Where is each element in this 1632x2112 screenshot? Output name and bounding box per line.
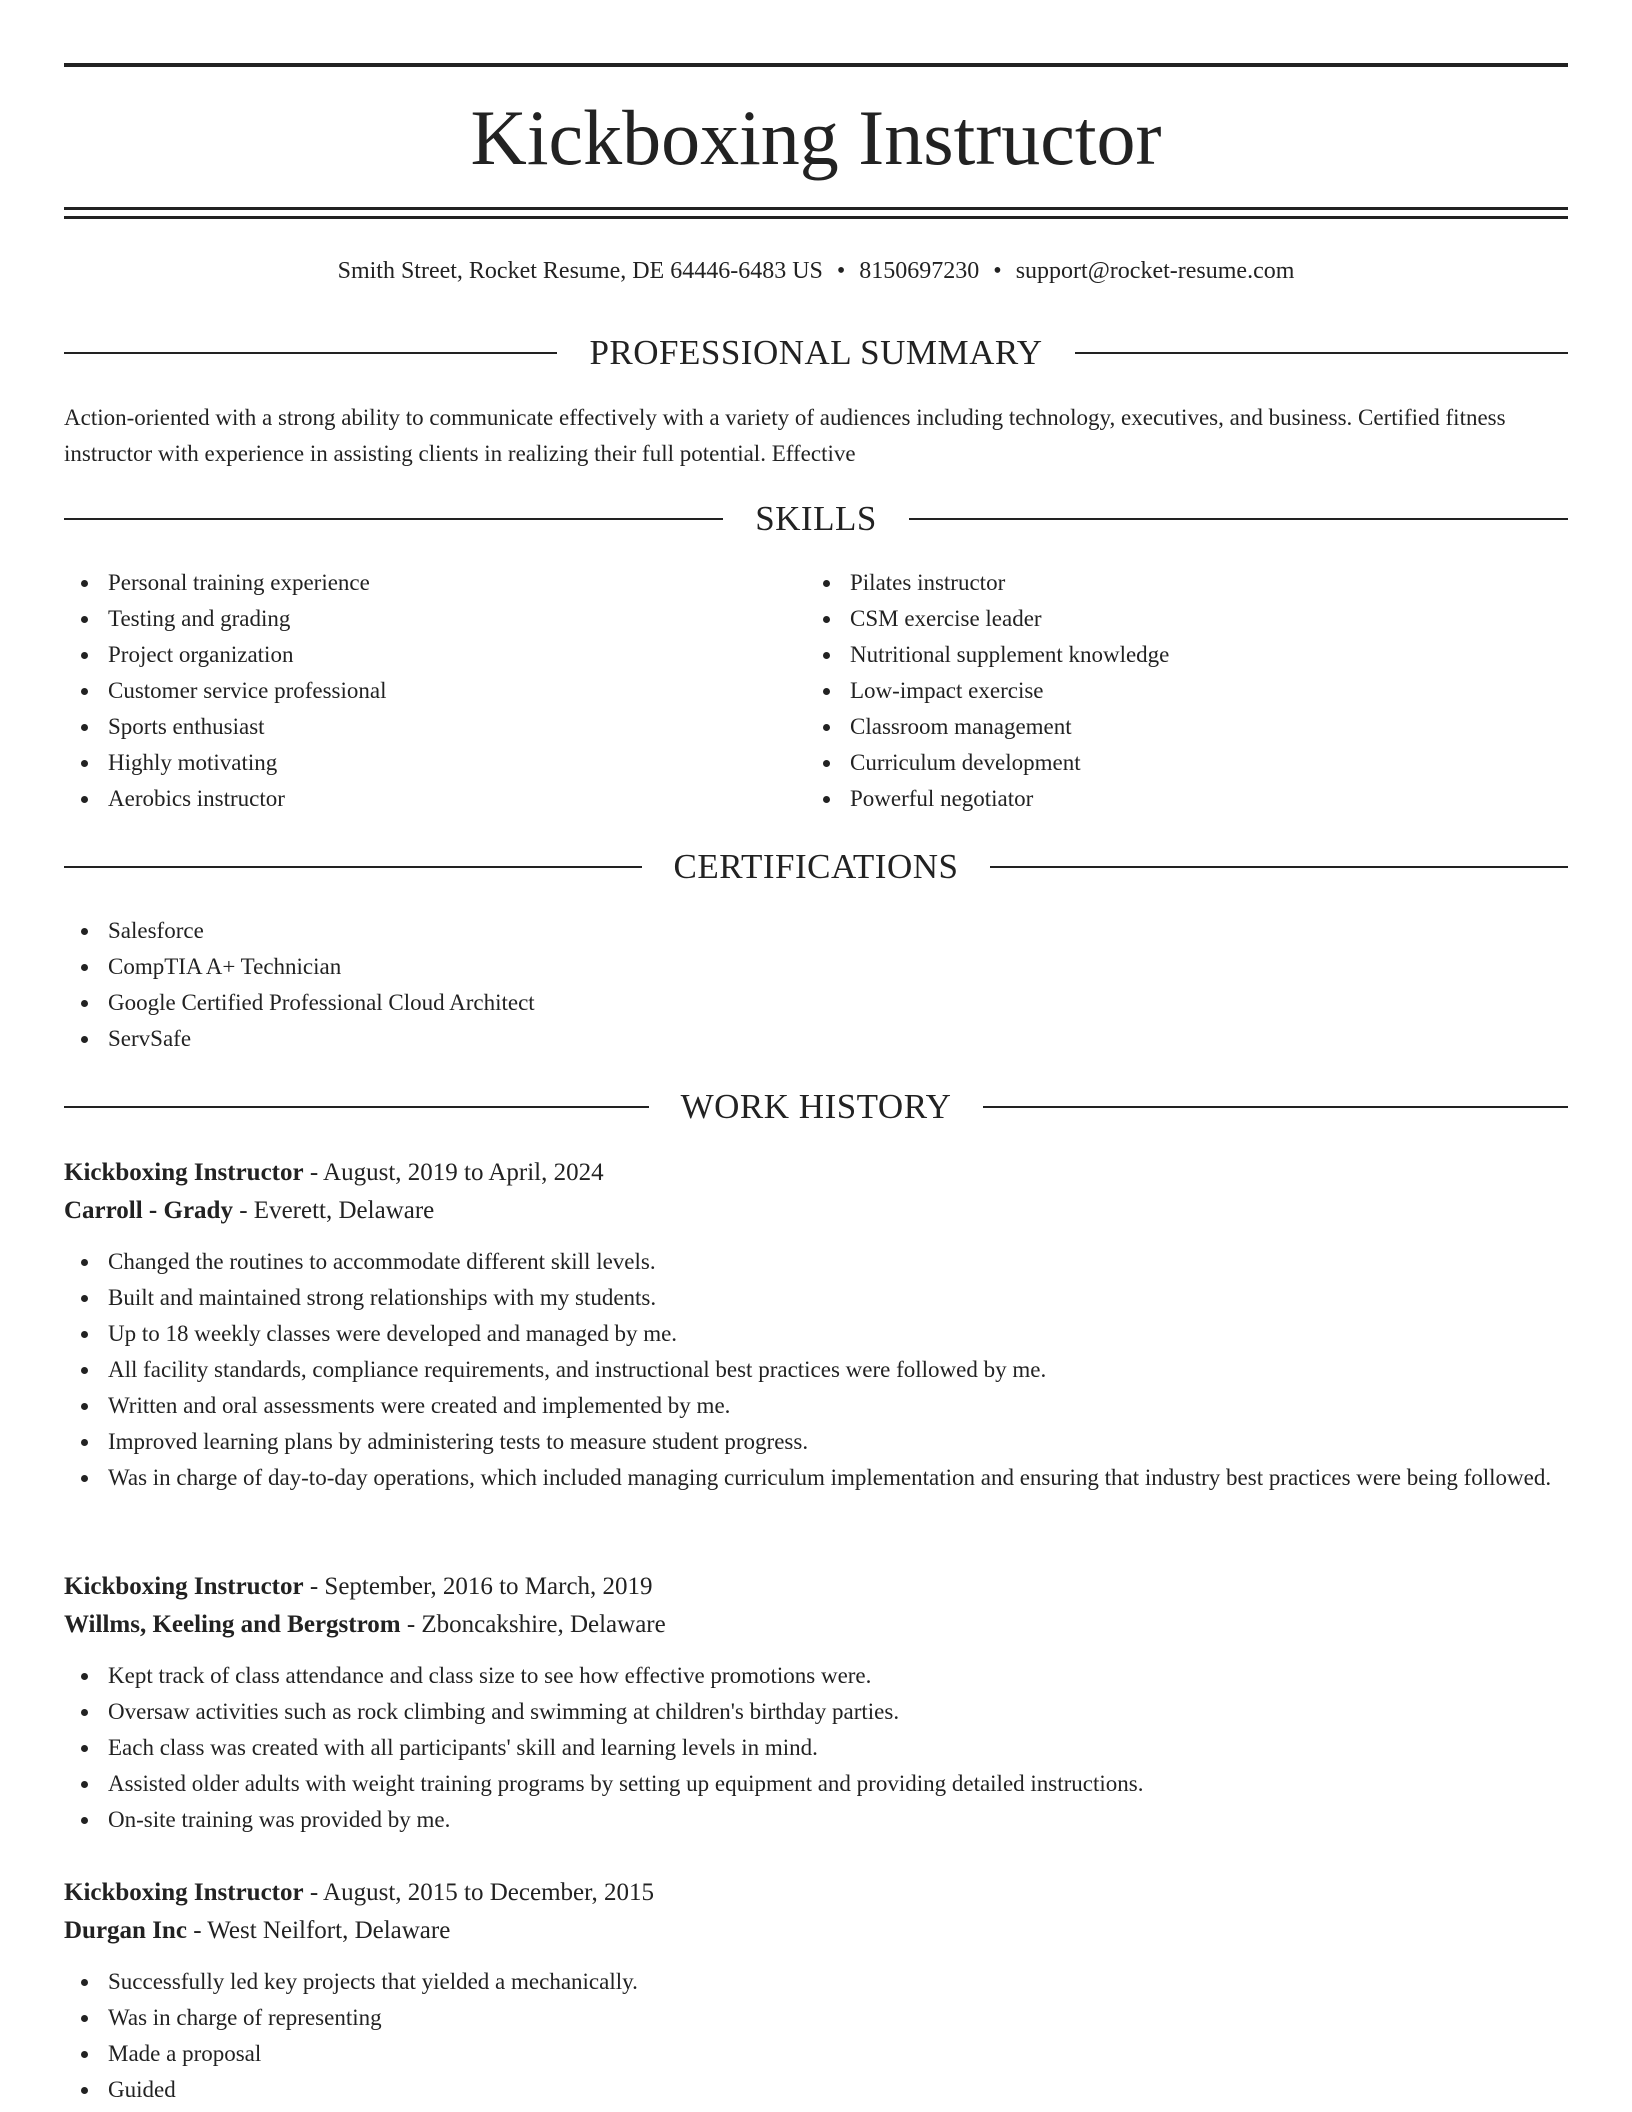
section-rule bbox=[64, 518, 723, 520]
skill-item: Classroom management bbox=[806, 709, 1566, 745]
header-bottom-rule bbox=[64, 207, 1568, 210]
job-title: Kickboxing Instructor bbox=[64, 1573, 304, 1600]
job-bullet: Up to 18 weekly classes were developed and managed by me. bbox=[64, 1316, 1568, 1352]
section-title: WORK HISTORY bbox=[680, 1087, 952, 1126]
job-company-line bbox=[64, 1912, 1568, 1950]
section-rule bbox=[64, 352, 557, 354]
job-title-line bbox=[64, 1568, 1568, 1606]
job-location: - Everett, Delaware bbox=[239, 1197, 435, 1224]
job-bullet: All facility standards, compliance requirements, and instructional best practices were followed by me. bbox=[64, 1352, 1568, 1388]
section-rule bbox=[909, 518, 1568, 520]
skill-item: Low-impact exercise bbox=[806, 673, 1566, 709]
certification-item: ServSafe bbox=[64, 1021, 1568, 1057]
certification-item: Salesforce bbox=[64, 913, 1568, 949]
skill-item: Curriculum development bbox=[806, 745, 1566, 781]
job-dates: - August, 2015 to December, 2015 bbox=[309, 1879, 654, 1906]
job-bullet: Was in charge of representing bbox=[64, 2000, 1568, 2036]
job-bullet: Oversaw activities such as rock climbing and swimming at children's birthday parties. bbox=[64, 1694, 1568, 1730]
job-bullet: On-site training was provided by me. bbox=[64, 1802, 1568, 1838]
summary-text: Action-oriented with a strong ability to communicate effectively with a variety of audiences including technology, executives, and business. Certified fitness instructor with experience in assisting clients in realizing their full potential. Effective bbox=[64, 405, 1506, 466]
section-rule bbox=[990, 866, 1568, 868]
contact-separator: • bbox=[836, 258, 846, 284]
section-title: CERTIFICATIONS bbox=[673, 847, 959, 886]
job-bullet: Successfully led key projects that yielded a mechanically. bbox=[64, 1964, 1568, 2000]
job-bullet: Written and oral assessments were created and implemented by me. bbox=[64, 1388, 1568, 1424]
section-title: PROFESSIONAL SUMMARY bbox=[589, 333, 1043, 372]
certifications-list bbox=[64, 913, 1568, 1057]
skill-item: Powerful negotiator bbox=[806, 781, 1566, 817]
job-entry bbox=[64, 1568, 1568, 1838]
section-rule bbox=[1075, 352, 1568, 354]
job-location: - Zboncakshire, Delaware bbox=[406, 1611, 666, 1638]
job-company-line bbox=[64, 1606, 1568, 1644]
job-company-line bbox=[64, 1192, 1568, 1230]
job-company: Willms, Keeling and Bergstrom bbox=[64, 1611, 401, 1638]
skill-item: Pilates instructor bbox=[806, 565, 1566, 601]
skills-list-right bbox=[806, 565, 1566, 817]
skill-item: Nutritional supplement knowledge bbox=[806, 637, 1566, 673]
skill-item: Personal training experience bbox=[64, 565, 804, 601]
job-title: Kickboxing Instructor bbox=[64, 1879, 304, 1906]
contact-phone: 8150697230 bbox=[859, 258, 980, 284]
job-bullet: Changed the routines to accommodate different skill levels. bbox=[64, 1244, 1568, 1280]
skills-list-left bbox=[64, 565, 804, 817]
section-rule bbox=[983, 1106, 1568, 1108]
job-company: Carroll - Grady bbox=[64, 1197, 233, 1224]
contact-address: Smith Street, Rocket Resume, DE 64446-6483 US bbox=[337, 258, 823, 284]
skill-item: Project organization bbox=[64, 637, 804, 673]
job-bullet: Improved learning plans by administering tests to measure student progress. bbox=[64, 1424, 1568, 1460]
contact-line bbox=[64, 254, 1568, 288]
skill-item: Customer service professional bbox=[64, 673, 804, 709]
job-title: Kickboxing Instructor bbox=[64, 1159, 304, 1186]
section-header-certifications bbox=[64, 845, 1568, 889]
skill-item: Sports enthusiast bbox=[64, 709, 804, 745]
job-entry bbox=[64, 1874, 1568, 2108]
job-dates: - August, 2019 to April, 2024 bbox=[309, 1159, 604, 1186]
candidate-name: Kickboxing Instructor bbox=[470, 94, 1162, 181]
section-header-work-history bbox=[64, 1085, 1568, 1129]
contact-email: support@rocket-resume.com bbox=[1015, 258, 1295, 284]
job-entry bbox=[64, 1154, 1568, 1496]
section-rule bbox=[64, 866, 642, 868]
job-bullets bbox=[64, 1244, 1568, 1496]
header-bottom-rule-second bbox=[64, 216, 1568, 219]
certification-item: CompTIA A+ Technician bbox=[64, 949, 1568, 985]
skill-item: Highly motivating bbox=[64, 745, 804, 781]
section-header-summary bbox=[64, 331, 1568, 375]
job-location: - West Neilfort, Delaware bbox=[193, 1917, 451, 1944]
job-bullets bbox=[64, 1964, 1568, 2108]
skill-item: Testing and grading bbox=[64, 601, 804, 637]
job-bullet: Built and maintained strong relationships with my students. bbox=[64, 1280, 1568, 1316]
skill-item: CSM exercise leader bbox=[806, 601, 1566, 637]
job-title-line bbox=[64, 1874, 1568, 1912]
skill-item: Aerobics instructor bbox=[64, 781, 804, 817]
job-bullet: Assisted older adults with weight training programs by setting up equipment and providing detailed instructions. bbox=[64, 1766, 1568, 1802]
section-title: SKILLS bbox=[755, 499, 877, 538]
job-bullet: Was in charge of day-to-day operations, which included managing curriculum implementation and ensuring that industry best practices were being followed. bbox=[64, 1460, 1568, 1496]
job-company: Durgan Inc bbox=[64, 1917, 187, 1944]
contact-separator: • bbox=[993, 258, 1002, 284]
job-dates: - September, 2016 to March, 2019 bbox=[309, 1573, 653, 1600]
job-bullet: Guided bbox=[64, 2072, 1568, 2108]
header-top-rule bbox=[64, 63, 1568, 67]
certification-item: Google Certified Professional Cloud Architect bbox=[64, 985, 1568, 1021]
job-bullet: Made a proposal bbox=[64, 2036, 1568, 2072]
job-bullets bbox=[64, 1658, 1568, 1838]
section-rule bbox=[64, 1106, 649, 1108]
section-header-skills bbox=[64, 497, 1568, 541]
job-bullet: Kept track of class attendance and class size to see how effective promotions were. bbox=[64, 1658, 1568, 1694]
job-bullet: Each class was created with all participants' skill and learning levels in mind. bbox=[64, 1730, 1568, 1766]
job-title-line bbox=[64, 1154, 1568, 1192]
